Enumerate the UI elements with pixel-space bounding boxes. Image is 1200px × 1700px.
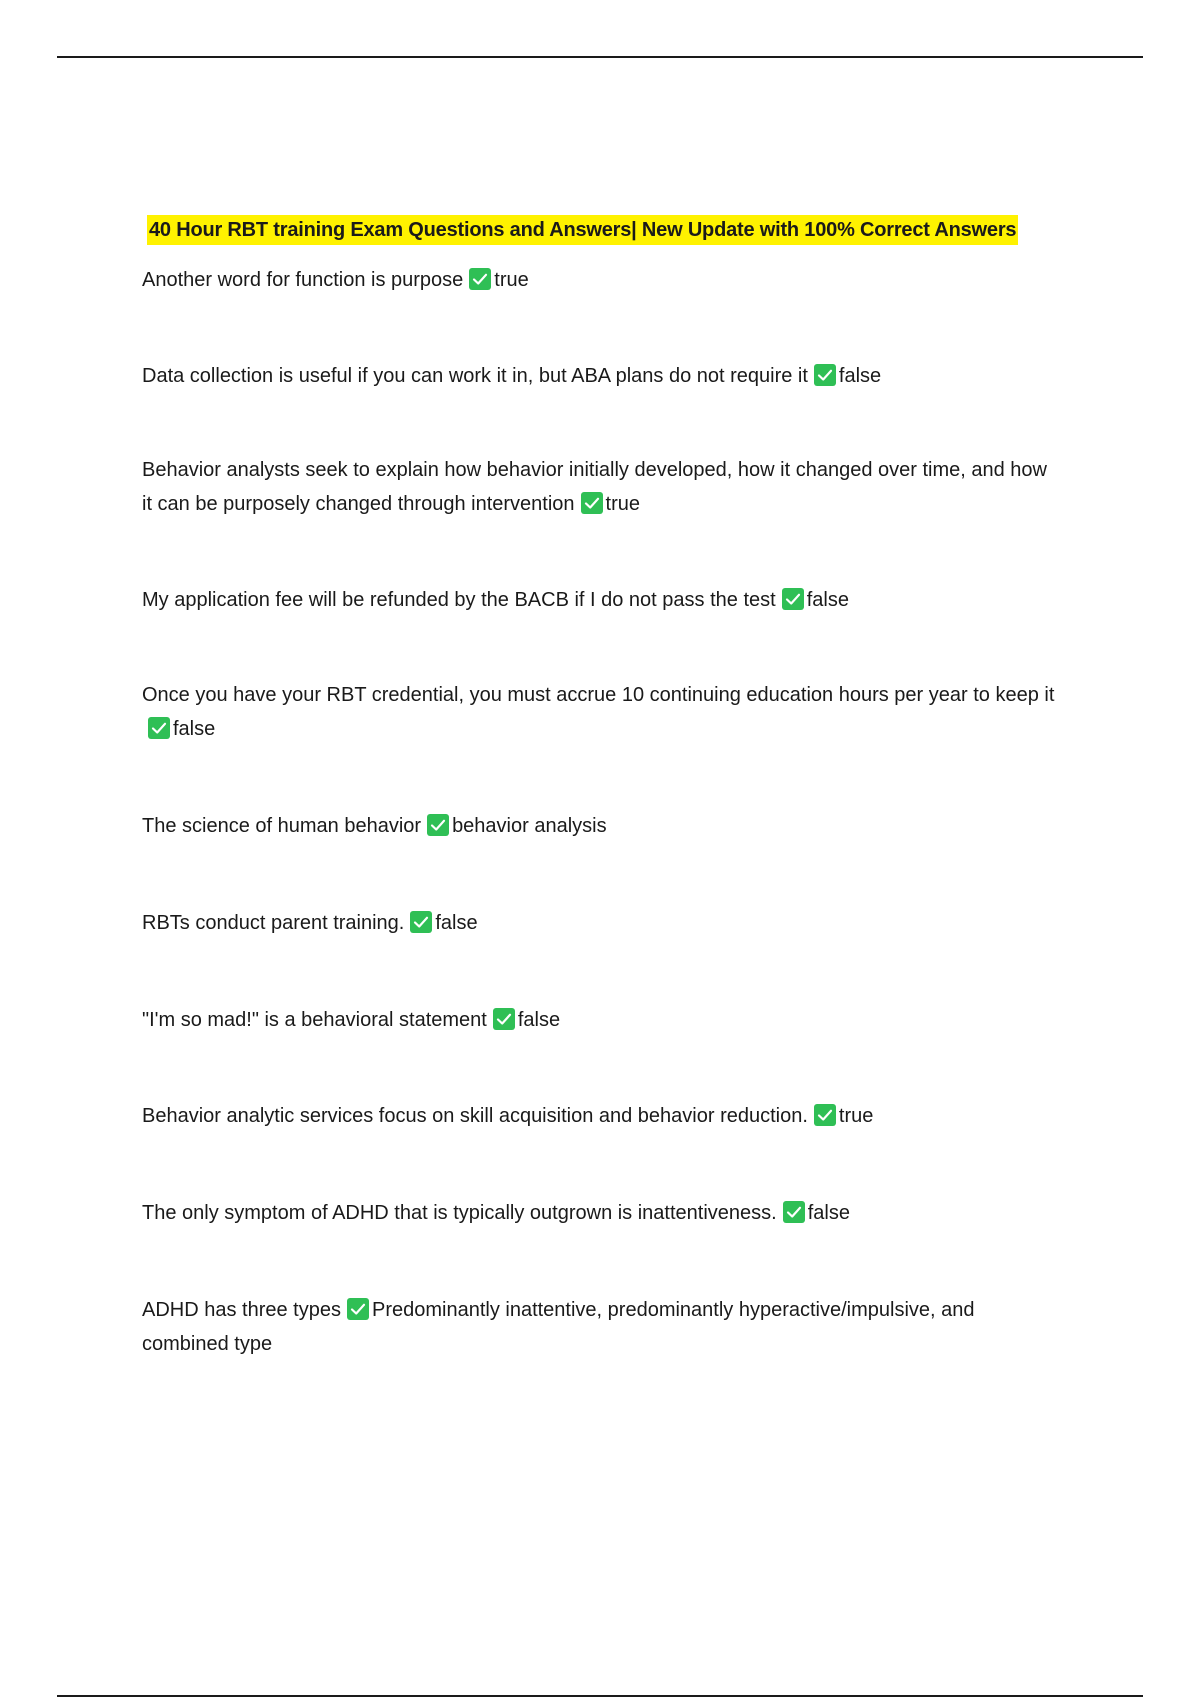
check-mark-icon (493, 1008, 515, 1030)
answer-text: false (173, 718, 216, 740)
qa-item-4 (142, 583, 1062, 617)
qa-item-8 (142, 1003, 1062, 1037)
question-text: Once you have your RBT credential, you must accrue 10 continuing education hours per year to keep it (142, 684, 1055, 706)
title-block (147, 215, 1018, 245)
answer-text: false (807, 1202, 850, 1224)
qa-item-9 (142, 1099, 1062, 1133)
question-text: The science of human behavior (142, 815, 422, 837)
question-text: The only symptom of ADHD that is typically outgrown is inattentiveness. (142, 1202, 777, 1224)
question-text: Behavior analytic services focus on skill acquisition and behavior reduction. (142, 1105, 808, 1127)
bottom-rule (57, 1695, 1143, 1697)
answer-text: true (494, 269, 529, 291)
question-text: ADHD has three types (142, 1299, 341, 1321)
qa-item-5 (142, 678, 1062, 746)
qa-item-1 (142, 263, 1062, 297)
check-mark-icon (814, 364, 836, 386)
check-mark-icon (427, 814, 449, 836)
question-text: Behavior analysts seek to explain how behavior initially developed, how it changed over time, and how it can be purposely changed through intervention (142, 459, 1047, 515)
answer-text: behavior analysis (452, 815, 607, 837)
check-mark-icon (783, 1201, 805, 1223)
answer-text: Predominantly inattentive, predominantly hyperactive/impulsive, and combined type (142, 1299, 975, 1355)
answer-text: false (806, 589, 849, 611)
top-rule (57, 56, 1143, 58)
answer-text: false (517, 1009, 561, 1031)
question-text: Data collection is useful if you can work it in, but ABA plans do not require it (142, 365, 808, 387)
question-text: My application fee will be refunded by the BACB if I do not pass the test (142, 589, 776, 611)
answer-text: false (435, 912, 478, 934)
check-mark-icon (148, 717, 170, 739)
check-mark-icon (347, 1298, 369, 1320)
document-title: 40 Hour RBT training Exam Questions and Answers| New Update with 100% Correct Answers (147, 215, 1018, 245)
qa-item-2 (142, 359, 1062, 393)
question-text: RBTs conduct parent training. (142, 912, 405, 934)
question-text: "I'm so mad!" is a behavioral statement (142, 1009, 487, 1031)
check-mark-icon (814, 1104, 836, 1126)
answer-text: true (838, 1105, 874, 1127)
qa-item-6 (142, 809, 1062, 843)
check-mark-icon (782, 588, 804, 610)
qa-item-11 (142, 1293, 1062, 1361)
answer-text: true (605, 493, 640, 515)
qa-item-3 (142, 453, 1062, 521)
question-text: Another word for function is purpose (142, 269, 464, 291)
check-mark-icon (581, 492, 603, 514)
answer-text: false (838, 365, 882, 387)
check-mark-icon (469, 268, 491, 290)
qa-item-7 (142, 906, 1062, 940)
check-mark-icon (410, 911, 432, 933)
qa-item-10 (142, 1196, 1062, 1230)
